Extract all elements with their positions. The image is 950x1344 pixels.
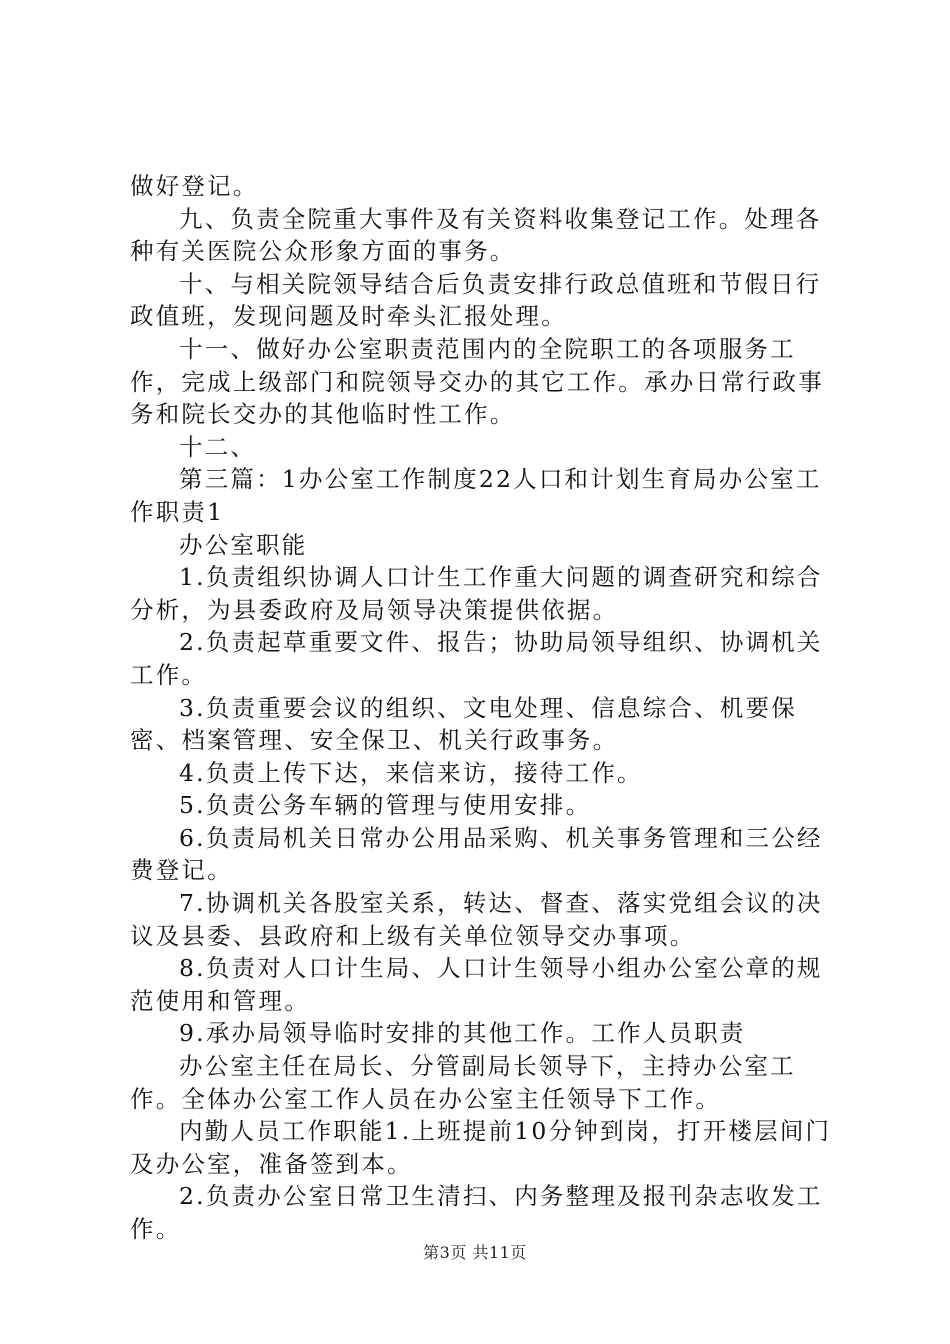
document-body: [130, 170, 844, 1246]
paragraph: 十一、做好办公室职责范围内的全院职工的各项服务工作，完成上级部门和院领导交办的其它工作。承办日常行政事务和院长交办的其他临时性工作。: [130, 334, 824, 429]
paragraph: 4.负责上传下达，来信来访，接待工作。: [179, 758, 643, 787]
page-number-footer: 第3页 共11页: [423, 1243, 527, 1262]
paragraph: 8.负责对人口计生局、人口计生领导小组办公室公章的规范使用和管理。: [130, 954, 823, 1015]
paragraph: 十二、: [179, 432, 257, 461]
subsection-heading: 办公室职能: [179, 530, 308, 559]
paragraph: 5.负责公务车辆的管理与使用安排。: [179, 791, 592, 820]
paragraph: 9.承办局领导临时安排的其他工作。工作人员职责: [179, 1019, 746, 1048]
paragraph: 做好登记。: [130, 172, 259, 200]
paragraph: 3.负责重要会议的组织、文电处理、信息综合、机要保密、档案管理、安全保卫、机关行政事务。: [130, 693, 797, 755]
paragraph: 十、与相关院领导结合后负责安排行政总值班和节假日行政值班，发现问题及时牵头汇报处理。: [130, 269, 822, 331]
paragraph: 1.负责组织协调人口计生工作重大问题的调查研究和综合分析，为县委政府及局领导决策提供依据。: [130, 563, 823, 624]
paragraph: 办公室主任在局长、分管副局长领导下，主持办公室工作。全体办公室工作人员在办公室主任领导下工作。: [130, 1052, 796, 1113]
section-heading: 第三篇：1办公室工作制度22人口和计划生育局办公室工作职责1: [130, 465, 822, 526]
paragraph: 2.负责办公室日常卫生清扫、内务整理及报刊杂志收发工作。: [130, 1182, 823, 1243]
paragraph: 7.协调机关各股室关系，转达、督查、落实党组会议的决议及县委、县政府和上级有关单位领导交办事项。: [130, 889, 823, 950]
paragraph: 2.负责起草重要文件、报告；协助局领导组织、协调机关工作。: [130, 628, 823, 689]
paragraph: 内勤人员工作职能1.上班提前10分钟到岗，打开楼层间门及办公室，准备签到本。: [130, 1117, 832, 1178]
paragraph: 6.负责局机关日常办公用品采购、机关事务管理和三公经费登记。: [130, 823, 823, 885]
paragraph: 九、负责全院重大事件及有关资料收集登记工作。处理各种有关医院公众形象方面的事务。: [130, 204, 822, 266]
